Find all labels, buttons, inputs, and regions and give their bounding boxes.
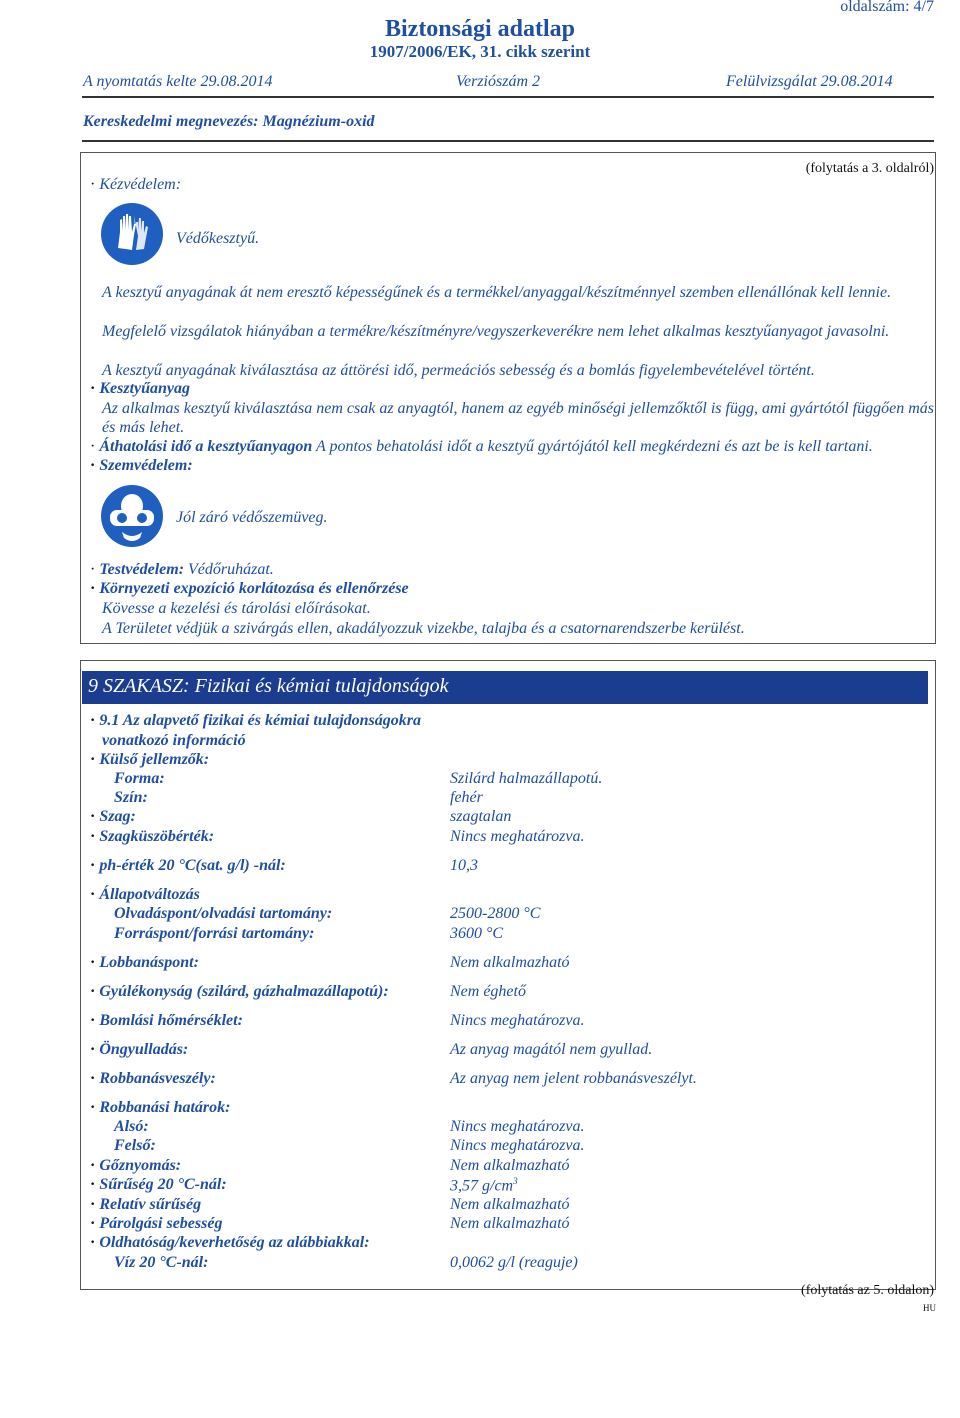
flash-point-row: · Lobbanáspont: Nem alkalmazható bbox=[92, 954, 932, 973]
trade-name-divider bbox=[82, 140, 934, 142]
environmental-text-1: Kövesse a kezelési és tárolási előírásokat. bbox=[102, 600, 371, 617]
goggles-text: Jól záró védőszemüveg. bbox=[176, 509, 328, 526]
gloves-icon bbox=[100, 202, 164, 271]
form-row: Forma: Szilárd halmazállapotú. bbox=[114, 770, 603, 787]
decomposition-row: · Bomlási hőmérséklet: Nincs meghatározva. bbox=[92, 1012, 932, 1031]
header-divider bbox=[82, 96, 934, 98]
odour-threshold-row: · Szagküszöbérték: Nincs meghatározva. bbox=[92, 828, 932, 847]
odour-row: · Szag: szagtalan bbox=[92, 808, 932, 827]
water-solubility-row: Víz 20 °C-nál: 0,0062 g/l (reaguje) bbox=[114, 1254, 578, 1271]
glove-material-label: · Kesztyűanyag bbox=[90, 380, 190, 398]
gloves-text: Védőkesztyű. bbox=[176, 230, 260, 247]
hand-protection-label: · Kézvédelem: bbox=[90, 176, 181, 194]
appearance-heading: · Külső jellemzők: bbox=[92, 751, 932, 770]
basic-info-heading-line-1: · 9.1 Az alapvető fizikai és kémiai tulajdonságokra bbox=[92, 712, 932, 731]
relative-density-row: · Relatív sűrűség Nem alkalmazható bbox=[92, 1196, 932, 1215]
colour-row: Szín: fehér bbox=[114, 789, 483, 806]
continued-to-note: (folytatás az 5. oldalon) bbox=[801, 1283, 934, 1298]
body-protection: · Testvédelem: Védőruházat. bbox=[90, 561, 274, 579]
explosion-hazard-row: · Robbanásveszély: Az anyag nem jelent robbanásveszélyt. bbox=[92, 1070, 932, 1089]
density-row: · Sűrűség 20 °C-nál: 3,57 $g/cm^3$ bbox=[92, 1176, 932, 1195]
autoignition-row: · Öngyulladás: Az anyag magától nem gyullad. bbox=[92, 1041, 932, 1060]
eye-protection-label: · Szemvédelem: bbox=[90, 457, 193, 475]
evaporation-rate-row: · Párolgási sebesség Nem alkalmazható bbox=[92, 1215, 932, 1234]
version-number: Verziószám 2 bbox=[456, 73, 541, 90]
section-9-banner bbox=[82, 671, 928, 704]
section-9-title: 9 SZAKASZ: Fizikai és kémiai tulajdonságok bbox=[88, 675, 449, 697]
melting-point-row: Olvadáspont/olvadási tartomány: 2500-2800 °C bbox=[114, 905, 541, 922]
basic-info-heading-line-2: vonatkozó információ bbox=[102, 732, 246, 749]
glove-paragraph-1: A kesztyű anyagának át nem eresztő képességűnek és a termékkel/anyaggal/készítménnyel szemben ellenállónak kell lennie. bbox=[102, 284, 892, 301]
trade-name: Kereskedelmi megnevezés: Magnézium-oxid bbox=[83, 113, 375, 130]
upper-limit-row: Felső: Nincs meghatározva. bbox=[114, 1137, 585, 1154]
state-change-heading: · Állapotváltozás bbox=[92, 886, 932, 905]
print-date: A nyomtatás kelte 29.08.2014 bbox=[83, 73, 273, 90]
explosion-limits-heading: · Robbanási határok: bbox=[92, 1099, 932, 1118]
glove-paragraph-2: Megfelelő vizsgálatok hiányában a termékre/készítményre/vegyszerkeverékre nem lehet alkalmas kesztyűanyagot javasolni. bbox=[102, 323, 890, 340]
environmental-text-2: A Területet védjük a szivárgás ellen, akadályozzuk vizekbe, talajba és a csatornarendszerbe kerülést. bbox=[102, 620, 745, 637]
flammability-row: · Gyúlékonyság (szilárd, gázhalmazállapotú): Nem éghető bbox=[92, 983, 932, 1002]
boiling-point-row: Forráspont/forrási tartomány: 3600 °C bbox=[114, 925, 504, 942]
goggles-icon bbox=[100, 484, 164, 553]
continued-from-note: (folytatás a 3. oldalról) bbox=[805, 161, 934, 176]
language-code: HU bbox=[923, 1303, 936, 1313]
lower-limit-row: Alsó: Nincs meghatározva. bbox=[114, 1118, 585, 1135]
glove-paragraph-4: Az alkalmas kesztyű kiválasztása nem csak az anyagtól, hanem az egyéb minőségi jellemzőktől is függ, ami gyártótól függően más és más lehet. bbox=[102, 400, 934, 436]
document-title: Biztonsági adatlap bbox=[384, 16, 576, 42]
solubility-heading: · Oldhatóság/keverhetőség az alábbiakkal: bbox=[92, 1234, 932, 1253]
ph-row: · ph-érték 20 °C(sat. g/l) -nál: 10,3 bbox=[92, 857, 932, 876]
document-subtitle: 1907/2006/EK, 31. cikk szerint bbox=[369, 42, 591, 61]
glove-paragraph-3: A kesztyű anyagának kiválasztása az áttörési idő, permeációs sebesség és a bomlás figyelembevételével történt. bbox=[102, 362, 815, 379]
page-number: oldalszám: 4/7 bbox=[840, 0, 934, 15]
vapour-pressure-row: · Gőznyomás: Nem alkalmazható bbox=[92, 1157, 932, 1176]
environmental-exposure-label: · Környezeti expozíció korlátozása és ellenőrzése bbox=[90, 580, 409, 598]
penetration-time: · Áthatolási idő a kesztyűanyagon A pontos behatolási időt a kesztyű gyártójától kell megkérdezni és azt be is kell tartani. bbox=[90, 438, 873, 456]
revision-date: Felülvizsgálat 29.08.2014 bbox=[726, 73, 893, 90]
